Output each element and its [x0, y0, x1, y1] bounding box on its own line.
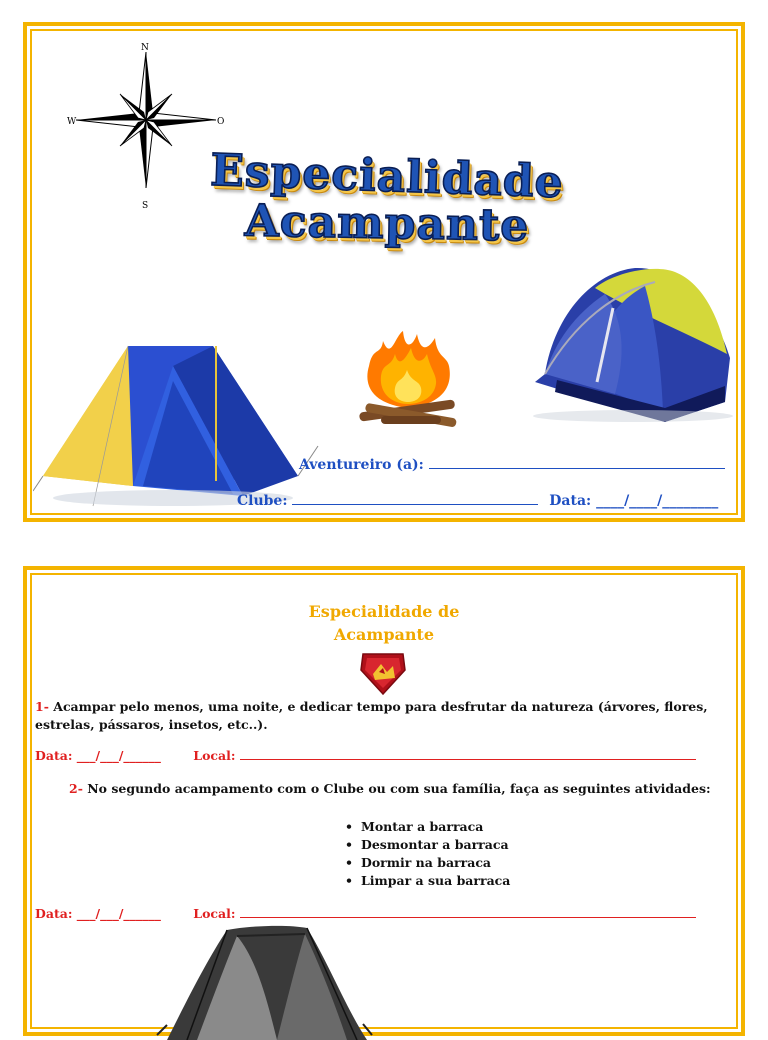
requirement-1 — [35, 698, 725, 734]
date-label: Data: — [35, 906, 73, 921]
requirement-2-number: 2- — [69, 781, 83, 796]
requirements-page — [23, 566, 745, 1036]
date-pattern[interactable]: ___/___/______ — [76, 748, 161, 763]
date-label: Data: — [35, 748, 73, 763]
campfire-icon — [351, 326, 465, 436]
compass-east: O — [217, 117, 225, 127]
requirement-1-text: Acampar pelo menos, uma noite, e dedicar tempo para desfrutar da natureza (árvores, flores, estrelas, pássaros, insetos, etc..). — [35, 699, 708, 732]
compass-west: W — [67, 117, 77, 127]
club-date-row — [237, 491, 718, 509]
cover-page — [23, 22, 745, 522]
specialty-badge-icon — [357, 650, 409, 696]
requirements-title-line2: Acampante — [333, 625, 435, 644]
requirement-2-date-row — [35, 906, 696, 921]
date-pattern[interactable]: ___/___/______ — [76, 906, 161, 921]
list-item: • Limpar a sua barraca — [345, 872, 510, 890]
list-item: • Dormir na barraca — [345, 854, 510, 872]
a-frame-tent-icon — [33, 326, 323, 516]
grey-tent-illustration-icon — [127, 920, 397, 1040]
local-line[interactable] — [240, 748, 696, 760]
requirement-2-text: No segundo acampamento com o Clube ou com sua família, faça as seguintes atividades: — [82, 781, 711, 796]
adventurer-label: Aventureiro (a): — [299, 457, 424, 473]
local-label: Local: — [193, 906, 236, 921]
local-label: Local: — [193, 748, 236, 763]
adventurer-field-row — [299, 455, 725, 473]
club-name-line[interactable] — [292, 491, 538, 505]
list-item: • Montar a barraca — [345, 818, 510, 836]
club-label: Clube: — [237, 493, 288, 509]
title-especialidade: Especialidade — [209, 144, 565, 209]
requirements-title — [27, 600, 741, 646]
list-item: • Desmontar a barraca — [345, 836, 510, 854]
activities-list — [345, 818, 510, 890]
compass-south: S — [142, 201, 149, 210]
date-pattern[interactable]: ____/____/________ — [596, 493, 719, 509]
requirement-1-number: 1- — [35, 699, 49, 714]
date-label: Data: — [549, 493, 592, 509]
title-acampante: Acampante — [244, 195, 530, 252]
local-line[interactable] — [240, 906, 696, 918]
adventurer-name-line[interactable] — [429, 455, 725, 469]
requirements-title-line1: Especialidade de — [308, 602, 460, 621]
compass-north: N — [141, 43, 149, 53]
requirement-1-date-row — [35, 748, 696, 763]
requirement-2 — [69, 780, 759, 798]
dome-tent-icon — [515, 262, 737, 428]
